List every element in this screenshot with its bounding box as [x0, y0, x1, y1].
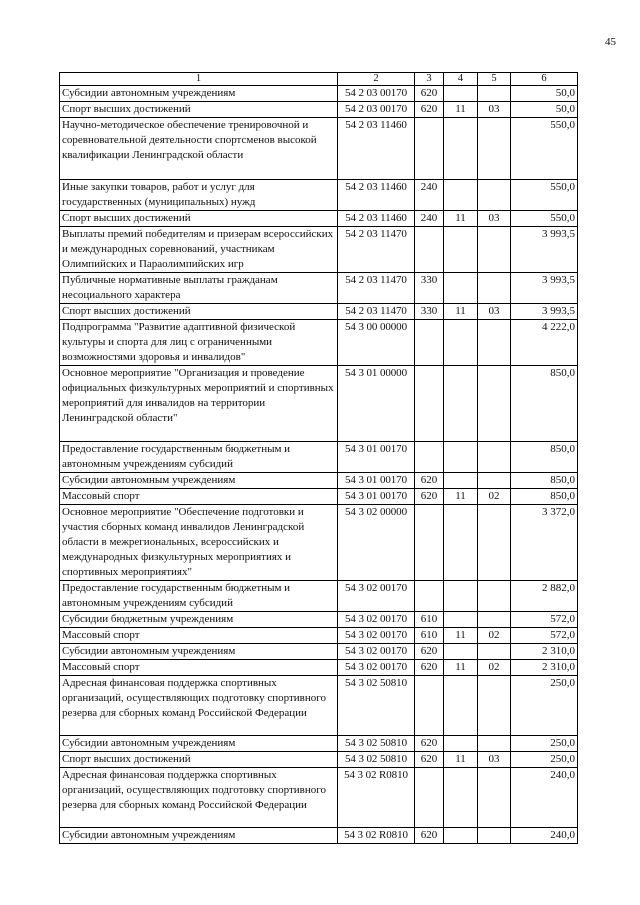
section-code	[444, 505, 478, 581]
expense-type-code	[415, 768, 444, 828]
expense-type-code: 620	[415, 489, 444, 505]
table-row	[60, 86, 578, 102]
budget-code: 54 3 00 00000	[338, 320, 415, 366]
budget-code: 54 3 02 R0810	[338, 828, 415, 844]
amount: 250,0	[511, 736, 578, 752]
subsection-code: 02	[478, 628, 511, 644]
table-row	[60, 660, 578, 676]
amount: 572,0	[511, 628, 578, 644]
budget-code: 54 2 03 11470	[338, 304, 415, 320]
expense-type-code: 610	[415, 628, 444, 644]
amount: 3 372,0	[511, 505, 578, 581]
row-name: Субсидии автономным учреждениям	[60, 736, 338, 752]
section-code	[444, 366, 478, 442]
table-row	[60, 473, 578, 489]
section-code: 11	[444, 752, 478, 768]
expense-type-code: 240	[415, 180, 444, 211]
expense-type-code: 620	[415, 86, 444, 102]
row-name: Выплаты премий победителям и призерам всероссийских и международных соревнований, участникам Олимпийских и Параолимпийских игр	[60, 227, 338, 273]
table-row	[60, 304, 578, 320]
table-row	[60, 752, 578, 768]
amount: 850,0	[511, 442, 578, 473]
subsection-code	[478, 118, 511, 180]
header-cell-4: 4	[444, 73, 478, 86]
row-name: Предоставление государственным бюджетным и автономным учреждениям субсидий	[60, 442, 338, 473]
section-code	[444, 86, 478, 102]
subsection-code: 03	[478, 211, 511, 227]
expense-type-code	[415, 320, 444, 366]
expense-type-code: 620	[415, 644, 444, 660]
expense-type-code	[415, 442, 444, 473]
amount: 550,0	[511, 118, 578, 180]
row-name: Предоставление государственным бюджетным и автономным учреждениям субсидий	[60, 581, 338, 612]
expense-type-code: 240	[415, 211, 444, 227]
subsection-code	[478, 676, 511, 736]
amount: 550,0	[511, 180, 578, 211]
budget-code: 54 3 01 00170	[338, 489, 415, 505]
table-row	[60, 828, 578, 844]
budget-code: 54 3 02 00000	[338, 505, 415, 581]
row-name: Массовый спорт	[60, 489, 338, 505]
expense-type-code: 620	[415, 828, 444, 844]
amount: 850,0	[511, 366, 578, 442]
budget-code: 54 3 01 00170	[338, 473, 415, 489]
expense-type-code: 620	[415, 752, 444, 768]
budget-code: 54 2 03 11470	[338, 273, 415, 304]
table-row	[60, 505, 578, 581]
budget-code: 54 3 02 00170	[338, 628, 415, 644]
amount: 2 310,0	[511, 644, 578, 660]
expense-type-code	[415, 366, 444, 442]
subsection-code	[478, 227, 511, 273]
expense-type-code	[415, 505, 444, 581]
subsection-code	[478, 273, 511, 304]
amount: 3 993,5	[511, 304, 578, 320]
table-row	[60, 489, 578, 505]
subsection-code	[478, 505, 511, 581]
subsection-code	[478, 768, 511, 828]
subsection-code: 03	[478, 304, 511, 320]
header-cell-2: 2	[338, 73, 415, 86]
row-name: Основное мероприятие "Организация и проведение официальных физкультурных мероприятий и спортивных мероприятий для инвалидов на территории Ленинградской области"	[60, 366, 338, 442]
row-name: Субсидии автономным учреждениям	[60, 644, 338, 660]
amount: 3 993,5	[511, 227, 578, 273]
amount: 3 993,5	[511, 273, 578, 304]
amount: 572,0	[511, 612, 578, 628]
amount: 850,0	[511, 489, 578, 505]
row-name: Субсидии автономным учреждениям	[60, 828, 338, 844]
page-number: 45	[605, 36, 616, 48]
section-code	[444, 736, 478, 752]
table-row	[60, 320, 578, 366]
budget-code: 54 2 03 11460	[338, 180, 415, 211]
subsection-code	[478, 736, 511, 752]
section-code: 11	[444, 660, 478, 676]
row-name: Адресная финансовая поддержка спортивных организаций, осуществляющих подготовку спортивного резерва для сборных команд Российской Федерации	[60, 676, 338, 736]
budget-code: 54 3 02 00170	[338, 581, 415, 612]
section-code: 11	[444, 628, 478, 644]
subsection-code: 02	[478, 489, 511, 505]
table-row	[60, 581, 578, 612]
amount: 2 310,0	[511, 660, 578, 676]
budget-code: 54 2 03 11470	[338, 227, 415, 273]
budget-code: 54 3 01 00170	[338, 442, 415, 473]
subsection-code	[478, 86, 511, 102]
table-row	[60, 180, 578, 211]
expense-type-code	[415, 227, 444, 273]
table-row	[60, 612, 578, 628]
subsection-code	[478, 442, 511, 473]
table-row	[60, 273, 578, 304]
row-name: Субсидии бюджетным учреждениям	[60, 612, 338, 628]
section-code: 11	[444, 304, 478, 320]
amount: 4 222,0	[511, 320, 578, 366]
subsection-code	[478, 320, 511, 366]
header-cell-3: 3	[415, 73, 444, 86]
section-code	[444, 828, 478, 844]
section-code	[444, 676, 478, 736]
expense-type-code: 610	[415, 612, 444, 628]
header-cell-6: 6	[511, 73, 578, 86]
expense-type-code: 620	[415, 102, 444, 118]
section-code	[444, 227, 478, 273]
table-row	[60, 442, 578, 473]
amount: 250,0	[511, 752, 578, 768]
row-name: Подпрограмма "Развитие адаптивной физической культуры и спорта для лиц с ограниченными возможностями здоровья и инвалидов"	[60, 320, 338, 366]
section-code	[444, 320, 478, 366]
budget-code: 54 3 02 50810	[338, 752, 415, 768]
table-row	[60, 736, 578, 752]
row-name: Научно-методическое обеспечение тренировочной и соревновательной деятельности спортсменов высокой квалификации Ленинградской области	[60, 118, 338, 180]
budget-code: 54 3 02 00170	[338, 660, 415, 676]
row-name: Адресная финансовая поддержка спортивных организаций, осуществляющих подготовку спортивного резерва для сборных команд Российской Федерации	[60, 768, 338, 828]
section-code	[444, 612, 478, 628]
budget-code: 54 3 02 R0810	[338, 768, 415, 828]
amount: 240,0	[511, 768, 578, 828]
subsection-code	[478, 180, 511, 211]
table-row	[60, 628, 578, 644]
table-row	[60, 118, 578, 180]
budget-code: 54 3 01 00000	[338, 366, 415, 442]
section-code: 11	[444, 102, 478, 118]
expense-type-code	[415, 581, 444, 612]
table-row	[60, 644, 578, 660]
expense-type-code: 330	[415, 273, 444, 304]
table-row	[60, 211, 578, 227]
subsection-code	[478, 644, 511, 660]
subsection-code: 03	[478, 102, 511, 118]
amount: 50,0	[511, 86, 578, 102]
budget-code: 54 2 03 00170	[338, 86, 415, 102]
amount: 550,0	[511, 211, 578, 227]
budget-code: 54 3 02 00170	[338, 612, 415, 628]
header-cell-5: 5	[478, 73, 511, 86]
budget-table	[59, 72, 578, 844]
amount: 250,0	[511, 676, 578, 736]
amount: 50,0	[511, 102, 578, 118]
expense-type-code: 620	[415, 736, 444, 752]
subsection-code	[478, 612, 511, 628]
subsection-code: 02	[478, 660, 511, 676]
subsection-code: 03	[478, 752, 511, 768]
table-row	[60, 366, 578, 442]
subsection-code	[478, 581, 511, 612]
row-name: Субсидии автономным учреждениям	[60, 473, 338, 489]
section-code	[444, 473, 478, 489]
section-code	[444, 644, 478, 660]
row-name: Спорт высших достижений	[60, 752, 338, 768]
subsection-code	[478, 473, 511, 489]
row-name: Иные закупки товаров, работ и услуг для государственных (муниципальных) нужд	[60, 180, 338, 211]
expense-type-code	[415, 676, 444, 736]
row-name: Спорт высших достижений	[60, 304, 338, 320]
budget-code: 54 2 03 11460	[338, 211, 415, 227]
table-row	[60, 768, 578, 828]
section-code	[444, 581, 478, 612]
row-name: Массовый спорт	[60, 660, 338, 676]
section-code	[444, 118, 478, 180]
header-cell-1: 1	[60, 73, 338, 86]
section-code	[444, 273, 478, 304]
table-header-row	[60, 73, 578, 86]
row-name: Публичные нормативные выплаты гражданам несоциального характера	[60, 273, 338, 304]
row-name: Спорт высших достижений	[60, 211, 338, 227]
section-code	[444, 442, 478, 473]
subsection-code	[478, 828, 511, 844]
section-code	[444, 768, 478, 828]
budget-code: 54 3 02 50810	[338, 676, 415, 736]
row-name: Спорт высших достижений	[60, 102, 338, 118]
section-code	[444, 180, 478, 211]
budget-code: 54 2 03 00170	[338, 102, 415, 118]
row-name: Массовый спорт	[60, 628, 338, 644]
row-name: Субсидии автономным учреждениям	[60, 86, 338, 102]
table-row	[60, 102, 578, 118]
section-code: 11	[444, 211, 478, 227]
budget-code: 54 3 02 50810	[338, 736, 415, 752]
expense-type-code: 330	[415, 304, 444, 320]
budget-code: 54 2 03 11460	[338, 118, 415, 180]
table-row	[60, 227, 578, 273]
amount: 240,0	[511, 828, 578, 844]
table-row	[60, 676, 578, 736]
subsection-code	[478, 366, 511, 442]
expense-type-code	[415, 118, 444, 180]
amount: 2 882,0	[511, 581, 578, 612]
expense-type-code: 620	[415, 660, 444, 676]
expense-type-code: 620	[415, 473, 444, 489]
amount: 850,0	[511, 473, 578, 489]
budget-code: 54 3 02 00170	[338, 644, 415, 660]
row-name: Основное мероприятие "Обеспечение подготовки и участия сборных команд инвалидов Ленинградской области в межрегиональных, всероссийских и международных физкультурных мероприятиях и спортивных мероприятиях"	[60, 505, 338, 581]
section-code: 11	[444, 489, 478, 505]
